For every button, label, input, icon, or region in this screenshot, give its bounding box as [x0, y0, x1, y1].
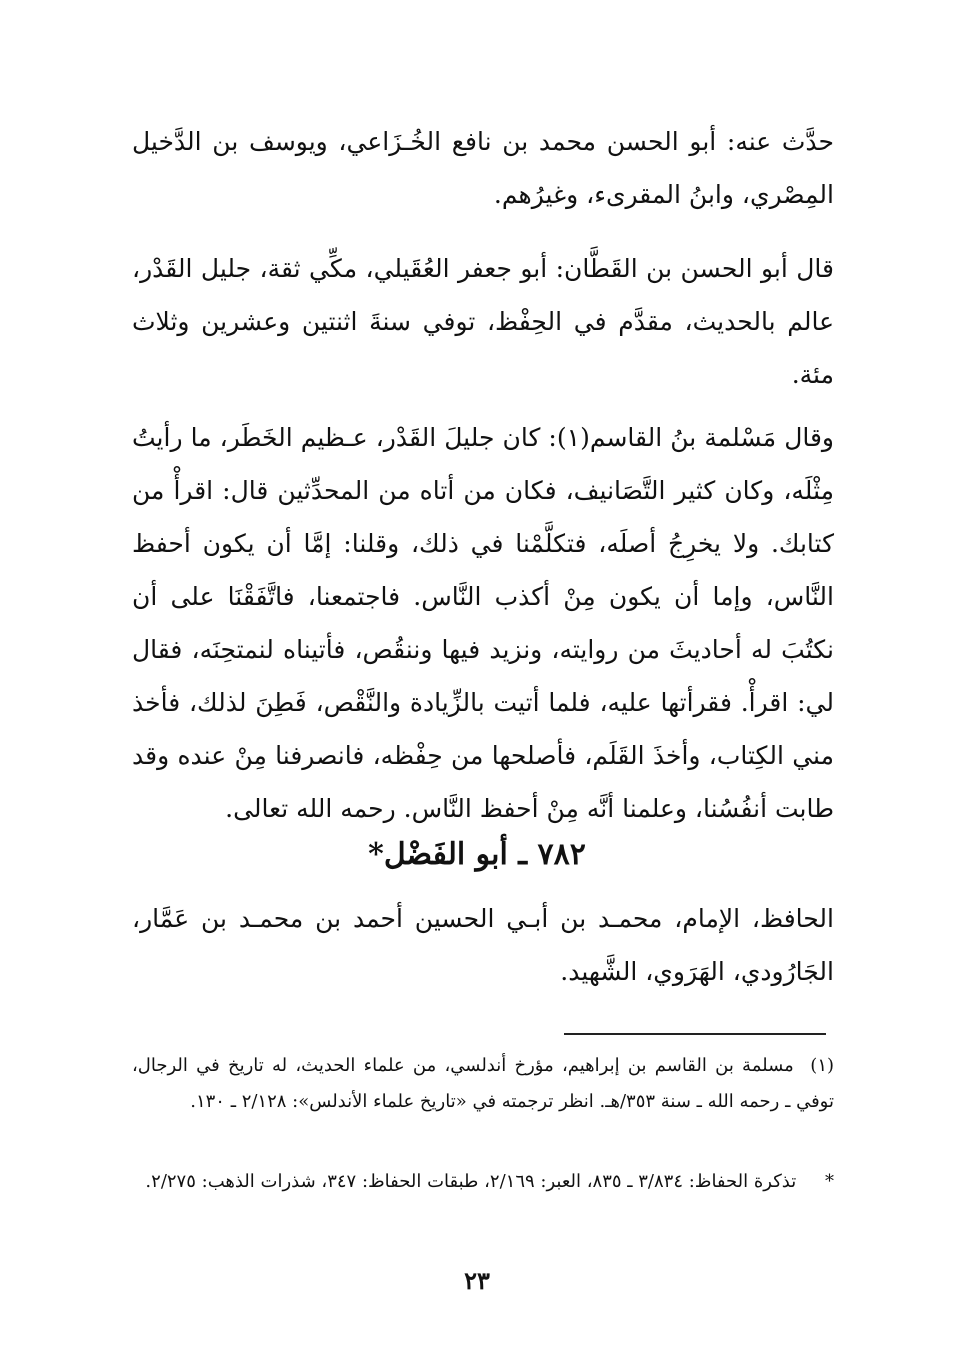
entry-heading: ٧٨٢ ـ أبو الفَضْل*	[368, 837, 586, 872]
footnote-marker: *	[825, 1171, 834, 1192]
footnote-text: مسلمة بن القاسم بن إبراهيم، مؤرخ أندلسي، من علماء الحديث، له تاريخ في الرجال، توفي ـ رحمه الله ـ سنة ٣٥٣/هـ. انظر ترجمته في «تاريخ علماء الأندلس»: ٢/١٢٨ ـ ١٣٠.	[132, 1055, 834, 1112]
paragraph-maslama: وقال مَسْلمة بنُ القاسم(١): كان جليلَ القَدْر، عـظيم الخَطَر، ما رأيتُ مِثْلَه، وكان كثير التَّصَانيف، فكان من أتاه من المحدِّثين قال: اقرأْ من كتابك. ولا يخرِجُ أصلَه، فتكلَّمْنا في ذلك، وقلنا: إمَّا أن يكون أحفظ النَّاس، وإما أن يكون مِنْ أكذب النَّاس. فاجتمعنا، فاتَّفَقْنَا على أن نكتُبَ له أحاديثَ من روايته، ونزيد فيها وننقُص، فأتيناه لنمتحِنَه، فقال لي: اقرأْ. فقرأتها عليه، فلما أتيت بالزِّيادة والنَّقْص، فَطِنَ لذلك، فأخذ مني الكِتاب، وأخذَ القَلَم، فأصلحها من حِفْظه، فانصرفنا مِنْ عنده وقد طابت أنفُسُنا، وعلمنا أنَّه مِنْ أحفظ النَّاس. رحمه الله تعالى.	[132, 423, 834, 823]
footnote-separator	[564, 1033, 826, 1035]
footnote-1	[132, 1048, 834, 1120]
paragraph-entry-782: الحافظ، الإمام، محمـد بن أبـي الحسين أحمد بن محمـد بن عَمَّار، الجَارُودي، الهَرَوي، الشَّهيد.	[132, 904, 834, 986]
page-number: ٢٣	[464, 1266, 490, 1295]
footnote-marker: (١)	[810, 1055, 835, 1076]
footnote-sources	[132, 1164, 834, 1200]
paragraph-ibn-al-qattan: قال أبو الحسن بن القَطَّان: أبو جعفر العُقَيلي، مكِّي ثقة، جليل القَدْر، عالم بالحديث، مقدَّم في الحِفْظ، توفي سنةَ اثنتين وعشرين وثلاث مئة.	[132, 254, 834, 389]
footnote-text: تذكرة الحفاظ: ٣/٨٣٤ ـ ٨٣٥، العبر: ٢/١٦٩، طبقات الحفاظ: ٣٤٧، شذرات الذهب: ٢/٢٧٥.	[145, 1171, 797, 1192]
paragraph-narrators: حدَّث عنه: أبو الحسن محمد بن نافع الخُـزَاعي، ويوسف بن الدَّخيل المِصْري، وابنُ المقرىء، وغيرُهم.	[132, 127, 835, 209]
